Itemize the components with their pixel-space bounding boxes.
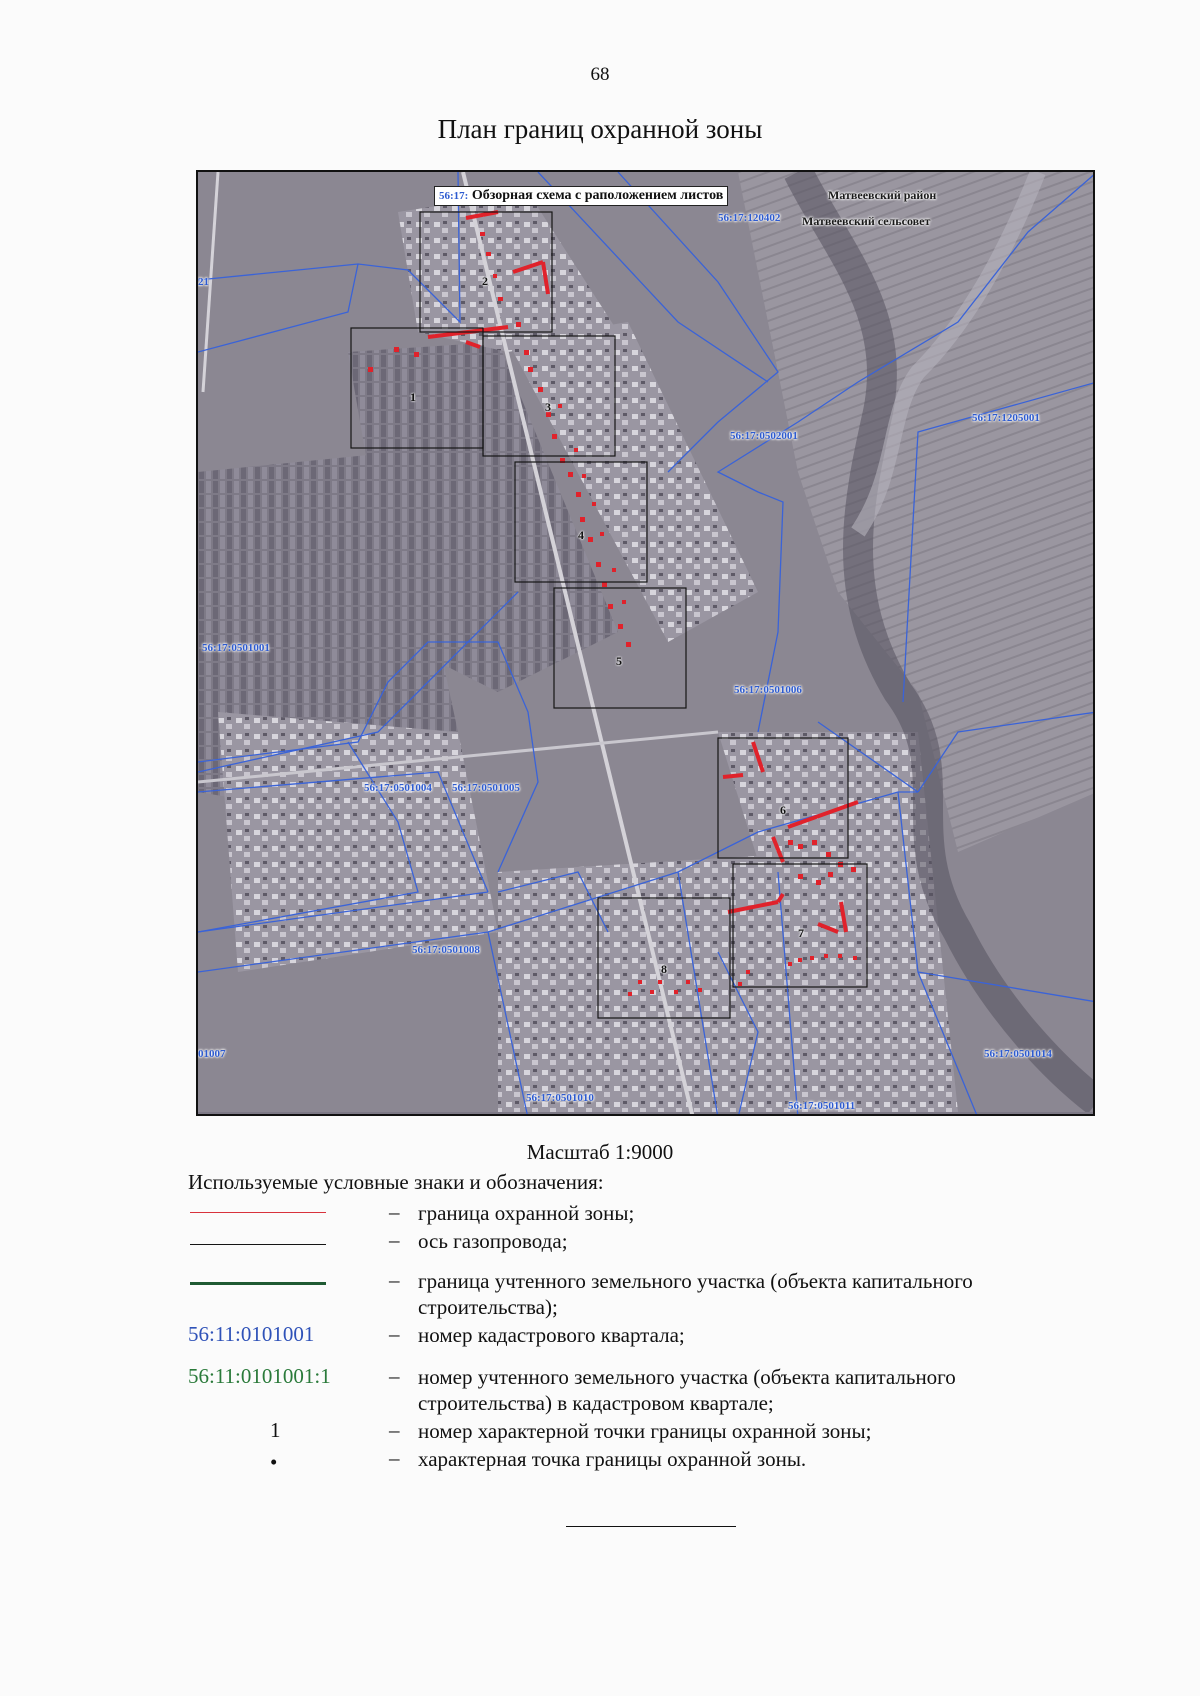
legend-key [188, 1446, 363, 1474]
quarter-label-0501011: 56:17:0501011 [788, 1100, 856, 1112]
quarter-label-0501008: 56:17:0501008 [412, 944, 480, 956]
legend-line-black [190, 1244, 326, 1245]
quarter-label-0501010: 56:17:0501010 [526, 1092, 594, 1104]
map-heading-prefix: 56:17: [439, 190, 469, 202]
legend-dash: – [389, 1200, 400, 1224]
page-title: План границ охранной зоны [437, 114, 763, 144]
legend-code-point: • [270, 1450, 278, 1474]
legend-key [188, 1268, 363, 1296]
legend-code-plot: 56:11:0101001:1 [188, 1364, 331, 1388]
overview-map[interactable] [196, 170, 1095, 1116]
quarter-label-edge: 21 [198, 276, 209, 288]
district-label-selsovet: Матвеевский сельсовет [802, 214, 931, 228]
legend-dash: – [389, 1446, 400, 1470]
legend-row-quarter-number [188, 1322, 1088, 1352]
legend-row-zone-boundary [188, 1200, 1088, 1230]
legend-key [188, 1418, 363, 1446]
legend-text: номер учтенного земельного участка (объекта капитального строительства) в кадастровом квартале; [418, 1365, 956, 1415]
map-heading-text: Обзорная схема с раположением листов [471, 188, 724, 203]
quarter-label-0501001: 56:17:0501001 [202, 642, 270, 654]
quarter-label-0501004: 56:17:0501004 [364, 782, 432, 794]
map-scale: Масштаб 1:9000 [526, 1140, 674, 1164]
quarter-label-1205001: 56:17:1205001 [972, 412, 1040, 424]
legend-text: номер кадастрового квартала; [418, 1323, 685, 1347]
legend-dash: – [389, 1418, 400, 1442]
end-rule [566, 1526, 736, 1527]
sheet-number-8: 8 [661, 962, 667, 976]
legend-dash: – [389, 1364, 400, 1388]
legend-key [188, 1322, 363, 1350]
legend-row-pipeline-axis [188, 1228, 1088, 1258]
map-bottom-edge [198, 1112, 1095, 1116]
legend-row-point [188, 1446, 1088, 1476]
sheet-number-5: 5 [616, 654, 622, 668]
legend-key [188, 1364, 363, 1392]
sheet-number-3: 3 [545, 400, 551, 414]
sheet-number-1: 1 [410, 390, 416, 404]
district-label-raion: Матвеевский район [828, 188, 937, 202]
legend-code-point-number: 1 [270, 1418, 281, 1442]
legend-text: характерная точка границы охранной зоны. [418, 1447, 807, 1471]
quarter-label-120402: 56:17:120402 [718, 212, 781, 224]
quarter-label-0501006: 56:17:0501006 [734, 684, 802, 696]
legend-line-red [190, 1212, 326, 1213]
quarter-label-0501005: 56:17:0501005 [452, 782, 520, 794]
quarter-label-0502001: 56:17:0502001 [730, 430, 798, 442]
legend-key [188, 1200, 363, 1228]
legend-title: Используемые условные знаки и обозначения: [188, 1170, 604, 1194]
legend-text: граница учтенного земельного участка (объекта капитального строительства); [418, 1269, 973, 1319]
sheet-number-4: 4 [578, 528, 584, 542]
sheet-number-7: 7 [798, 926, 804, 940]
quarter-label-0501007: 01007 [198, 1048, 226, 1060]
page-number: 68 [590, 64, 610, 85]
map-canvas [198, 172, 1095, 1116]
map-heading [434, 186, 728, 206]
legend-row-plot-number [188, 1364, 1088, 1415]
sheet-number-6: 6 [780, 803, 786, 817]
legend-text: ось газопровода; [418, 1229, 568, 1253]
legend-dash: – [389, 1322, 400, 1346]
legend-dash: – [389, 1228, 400, 1252]
village-southwest [218, 712, 498, 972]
legend-dash: – [389, 1268, 400, 1292]
legend-code-quarter: 56:11:0101001 [188, 1322, 315, 1346]
quarter-label-0501014: 56:17:0501014 [984, 1048, 1052, 1060]
legend-line-green [190, 1282, 326, 1285]
legend-text: границa охранной зоны; [418, 1201, 635, 1225]
legend-row-point-number [188, 1418, 1088, 1448]
sheet-number-2: 2 [482, 274, 488, 288]
legend-row-land-plot [188, 1268, 1088, 1319]
legend-key [188, 1228, 363, 1256]
legend-text: номер характерной точки границы охранной зоны; [418, 1419, 872, 1443]
